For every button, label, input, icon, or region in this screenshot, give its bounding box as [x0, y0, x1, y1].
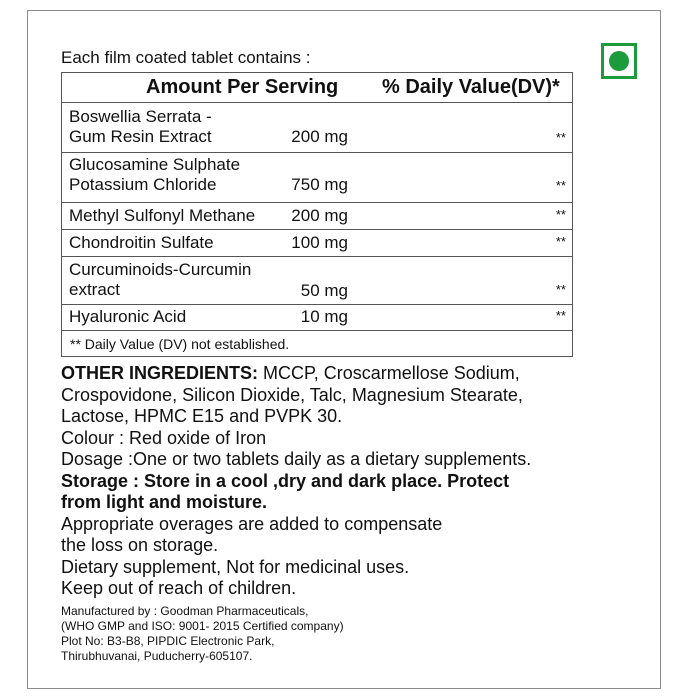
ingredient-name: Chondroitin Sulfate — [69, 233, 214, 252]
dosage-text: Dosage :One or two tablets daily as a dietary supplements. — [61, 449, 532, 469]
vegetarian-symbol-icon — [601, 43, 637, 79]
ingredient-name: Methyl Sulfonyl Methane — [69, 206, 256, 225]
ingredient-dv: ** — [555, 308, 566, 323]
ingredient-dv: ** — [555, 207, 566, 222]
vegetarian-dot — [609, 51, 629, 71]
ingredient-amount: 200 mg — [291, 206, 348, 225]
other-ingredients — [61, 363, 531, 600]
ingredient-amount: 50 mg — [300, 281, 348, 300]
table-header — [62, 73, 572, 103]
ingredient-name-line: Gum Resin Extract — [69, 127, 212, 146]
ingredient-name: Hyaluronic Acid — [69, 307, 187, 326]
other-ingredients-text: MCCP, Croscarmellose Sodium, — [258, 363, 520, 383]
ingredient-dv: ** — [555, 130, 566, 145]
ingredient-amount: 100 mg — [291, 233, 348, 252]
other-ingredients-text: Lactose, HPMC E15 and PVPK 30. — [61, 406, 343, 426]
ingredient-name-line: extract — [69, 280, 121, 299]
table-row — [62, 203, 572, 230]
keep-out-text: Keep out of reach of children. — [61, 578, 297, 598]
manufacturer-line: Plot No: B3-B8, PIPDIC Electronic Park, — [61, 634, 275, 648]
manufacturer-line: (WHO GMP and ISO: 9001- 2015 Certified company) — [61, 619, 344, 633]
ingredient-name — [69, 107, 212, 147]
overages-text: Appropriate overages are added to compensate — [61, 513, 443, 534]
other-ingredients-text: Crospovidone, Silicon Dioxide, Talc, Magnesium Stearate, — [61, 384, 523, 405]
ingredient-name-line: Boswellia Serrata - — [69, 107, 212, 126]
ingredient-name-line: Curcuminoids-Curcumin — [69, 260, 252, 279]
ingredient-dv: ** — [555, 234, 566, 249]
manufacturer-info — [61, 604, 344, 664]
ingredient-name-line: Potassium Chloride — [69, 175, 217, 194]
ingredient-amount: 200 mg — [291, 127, 348, 146]
ingredient-dv: ** — [555, 178, 566, 193]
colour-text: Colour : Red oxide of Iron — [61, 427, 267, 448]
storage-text: from light and moisture. — [61, 492, 268, 512]
table-row — [62, 153, 572, 203]
manufacturer-line: Thirubhuvanai, Puducherry-605107. — [61, 649, 253, 663]
table-row — [62, 257, 572, 305]
table-row — [62, 230, 572, 257]
ingredient-amount: 10 mg — [300, 307, 348, 326]
ingredient-dv: ** — [555, 282, 566, 297]
manufacturer-line: Manufactured by : Goodman Pharmaceuticals, — [61, 604, 309, 618]
intro-text: Each film coated tablet contains : — [61, 48, 311, 67]
header-daily-value: % Daily Value(DV)* — [382, 76, 560, 98]
table-row — [62, 103, 572, 153]
storage-text: Storage : Store in a cool ,dry and dark place. Protect — [61, 470, 510, 491]
other-ingredients-label: OTHER INGREDIENTS: — [61, 363, 259, 383]
ingredient-amount: 750 mg — [291, 175, 348, 194]
overages-text: the loss on storage. — [61, 535, 219, 555]
ingredient-name — [69, 260, 251, 300]
table-row — [62, 305, 572, 331]
ingredient-name-line: Glucosamine Sulphate — [69, 155, 241, 174]
ingredient-name — [69, 155, 240, 195]
dietary-text: Dietary supplement, Not for medicinal uses. — [61, 556, 410, 577]
nutrition-table — [61, 72, 573, 357]
header-amount: Amount Per Serving — [146, 76, 339, 98]
table-footnote: ** Daily Value (DV) not established. — [70, 336, 290, 352]
